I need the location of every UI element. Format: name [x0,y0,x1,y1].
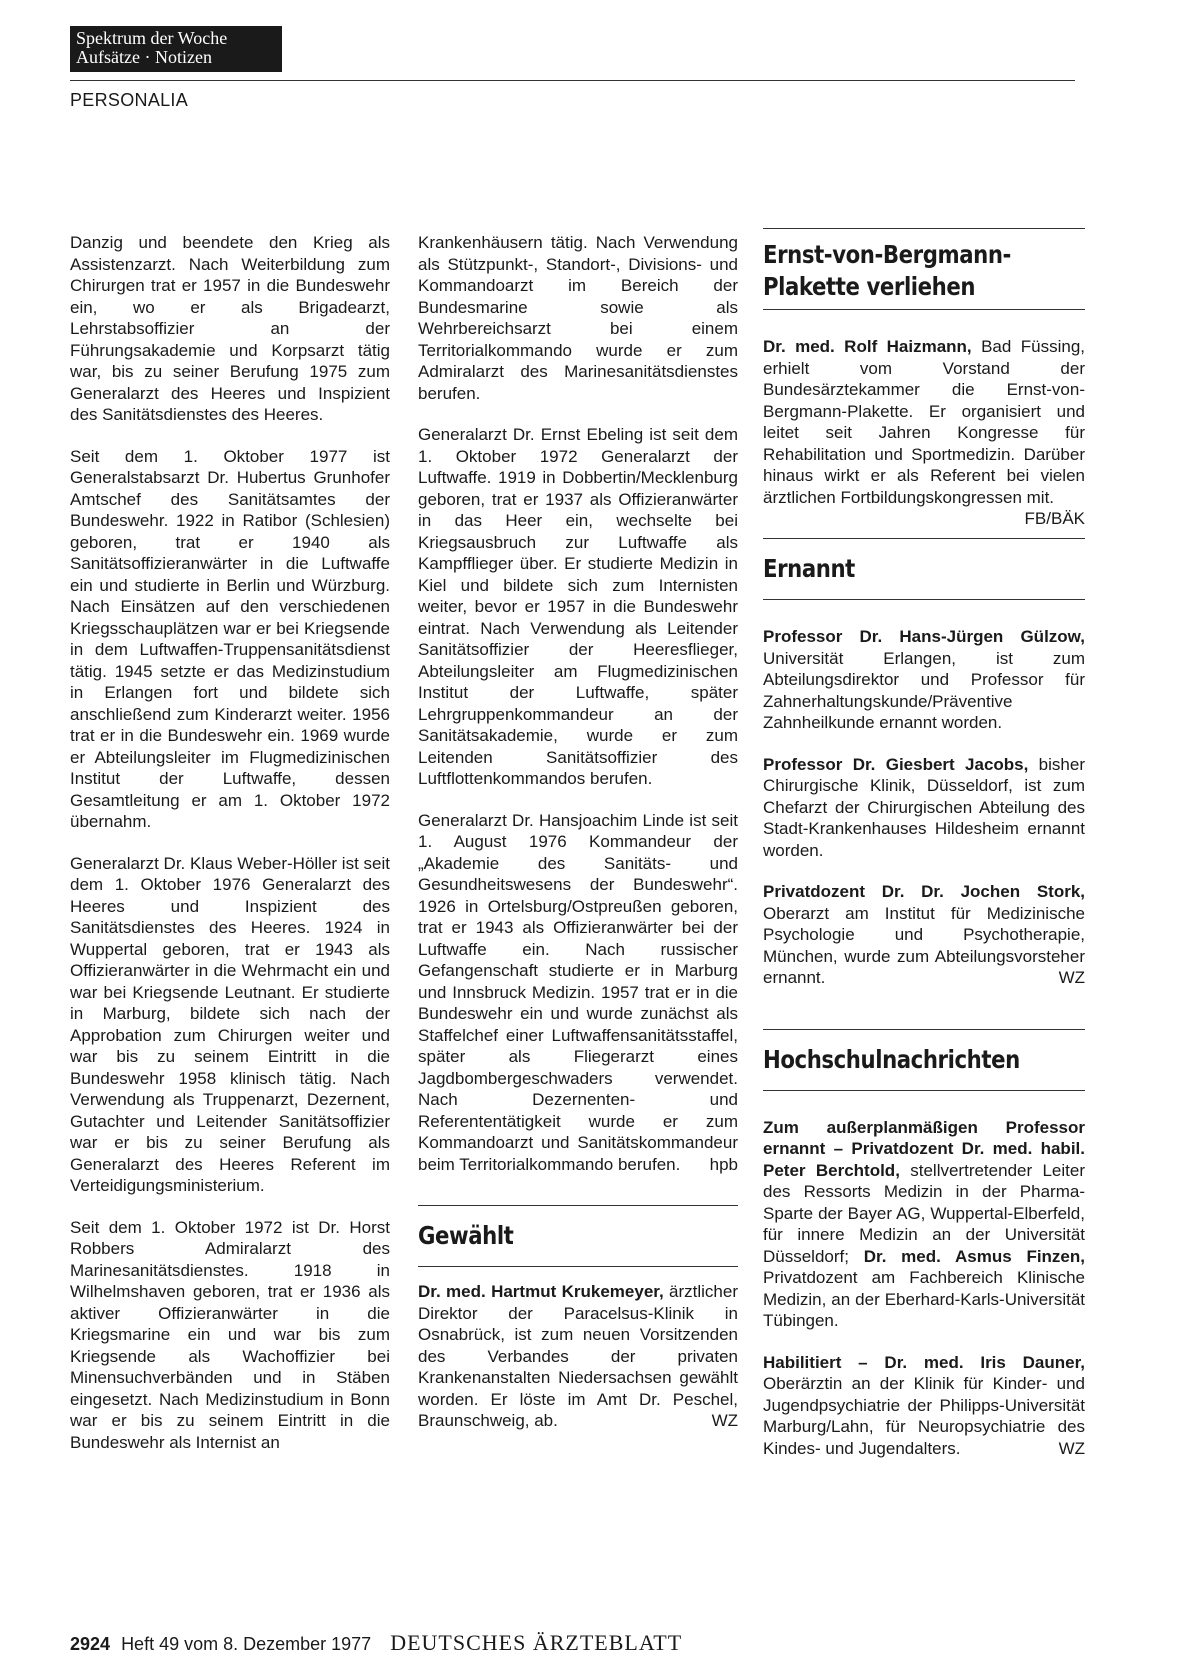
hochschul-entry-2 [763,1352,1085,1460]
col1-paragraph-2: Seit dem 1. Oktober 1977 ist Generalstabsarzt Dr. Hubertus Grunhofer Amtschef des Sanitätsamtes der Bundeswehr. 1922 in Ratibor (Schlesien) geboren, trat er 1940 als Sanitätsoffizieranwärter in die Luftwaffe ein und studierte in Berlin und Würzburg. Nach Einsätzen auf den verschiedenen Kriegsschauplätzen war er bei Kriegsende in dem Luftwaffen-Truppensanitätsdienst tätig. 1945 setzte er das Medizinstudium in Erlangen fort und bildete sich anschließend zum Kinderarzt weiter. 1956 trat er in die Bundeswehr ein. 1969 wurde er Abteilungsleiter im Flugmedizinischen Institut der Luftwaffe, dessen Gesamtleitung er am 1. Oktober 1972 übernahm. [70,446,390,831]
column-2 [418,232,738,1432]
page-footer [70,1630,1080,1656]
hochschul-2-text: Oberärztin an der Klinik für Kinder- und Jugendpsychiatrie der Philipps-Universität Marburg/Lahn, für Neuropsychiatrie des Kindes- und Jugendalters. [763,1374,1085,1458]
ernannt-heading: Ernannt [763,554,855,583]
col2-paragraph-3-text: Generalarzt Dr. Hansjoachim Linde ist seit 1. August 1976 Kommandeur der „Akademie des Sanitäts- und Gesundheitswesens der Bundeswehr“. 1926 in Ortelsburg/Ostpreußen geboren, trat er 1943 als Offizieranwärter bei der Luftwaffe ein. Nach russischer Gefangenschaft studierte er in Marburg und Innsbruck Medizin. 1957 trat er in die Bundeswehr ein und wurde zunächst als Staffelchef einer Luftwaffensanitätsstaffel, später als Fliegerarzt eines Jagdbombergeschwaders verwendet. Nach Dezernenten- und Referententätigkeit wurde er zum Kommandoarzt und Sanitätskommandeur beim Territorialkommando berufen. [418,810,738,1174]
signature-wz-gewaehlt: WZ [711,1411,738,1430]
bergmann-entry [763,336,1085,528]
gewaehlt-rule-bottom [418,1266,738,1267]
ernannt-entry-2 [763,754,1085,862]
hochschul-heading: Hochschulnachrichten [763,1044,1020,1074]
col2-paragraph-2: Generalarzt Dr. Ernst Ebeling ist seit dem 1. Oktober 1972 Generalarzt der Luftwaffe. 1919 in Dobbertin/Mecklenburg geboren, trat er 1937 als Offizieranwärter in das Heer ein, wechselte bei Kriegsausbruch zur Luftwaffe als Kampfflieger über. Er studierte Medizin in Kiel und bildete sich zum Internisten weiter, bevor er 1957 in die Bundeswehr eintrat. Nach Verwendung als Leitender Sanitätsoffizier der Heeresflieger, Abteilungsleiter am Flugmedizinischen Institut der Luftwaffe, später Lehrgruppenkommandeur an der Sanitätsakademie, wurde er zum Leitenden Sanitätsoffizier des Luftflottenkommandos berufen. [418,425,738,788]
top-rule [70,80,1075,81]
col2-paragraph-1: Krankenhäusern tätig. Nach Verwendung als Stützpunkt-, Standort-, Divisions- und Kommandoarzt im Bereich der Bundesmarine sowie als Wehrbereichsarzt bei einem Territorialkommando wurde er zum Admiralarzt des Marinesanitätsdienstes berufen. [418,233,738,403]
hochschul-1b-name: Dr. med. Asmus Finzen, [848,1246,1085,1266]
section-header-box [70,26,282,72]
ernannt-2-name: Professor Dr. Giesbert Jacobs, [763,754,1029,774]
ernannt-3-text: Oberarzt am Institut für Medizinische Psychologie und Psychotherapie, München, wurde zum Abteilungsvorsteher ernannt. [763,903,1085,987]
hochschul-rule-top [763,1029,1085,1030]
gewaehlt-text: ärztlicher Direktor der Paracelsus-Klinik in Osnabrück, ist zum neuen Vorsitzenden des Verbandes der privaten Krankenanstalten Niedersachsen gewählt worden. Er löste im Amt Dr. Peschel, Braunschweig, ab. [418,1282,738,1430]
ernannt-1-name: Professor Dr. Hans-Jürgen Gülzow, [763,627,1085,646]
col2-paragraph-3 [418,810,738,1176]
ernannt-2-text: bisher Chirurgische Klinik, Düsseldorf, ist zum Chefarzt der Chirurgischen Abteilung des Stadt-Krankenhauses Hildesheim ernannt worden. [763,754,1085,860]
bergmann-heading-line-1: Ernst-von-Bergmann- [763,240,1011,269]
bergmann-person-name: Dr. med. Rolf Haizmann, [763,337,972,356]
ernannt-rule-bottom [763,599,1085,600]
column-1 [70,232,390,1453]
ernannt-3-name: Privatdozent Dr. Dr. Jochen Stork, [763,882,1085,901]
bergmann-rule-bottom [763,309,1085,310]
hochschul-1-lead: Zum außerplanmäßigen Professor ernannt – Privatdozent Dr. med. habil. Peter Berchtold, [763,1117,1085,1180]
signature-wz-ernannt: WZ [1058,968,1085,987]
ernannt-1-text: Universität Erlangen, ist zum Abteilungsdirektor und Professor für Zahnerhaltungskunde/Präventive Zahnheilkunde ernannt worden. [763,648,1085,732]
gewaehlt-rule-top [418,1205,738,1206]
hochschul-2-lead: Habilitiert – Dr. med. Iris Dauner, [763,1352,1085,1372]
column-3 [763,228,1085,1459]
section-label: PERSONALIA [70,90,189,110]
gewaehlt-heading: Gewählt [418,1221,514,1250]
header-line-2: Aufsätze · Notizen [76,47,212,67]
signature-wz-hochschul: WZ [1058,1438,1085,1458]
hochschul-1-text: stellvertretender Leiter des Ressorts Medizin in der Pharma-Sparte der Bayer AG, Wuppertal-Elberfeld, für innere Medizin an der Universität Düsseldorf; [763,1160,1085,1266]
issue-info: Heft 49 vom 8. Dezember 1977 [121,1634,372,1654]
bergmann-heading-line-2: Plakette verliehen [763,272,976,301]
ernannt-rule-top [763,538,1085,539]
header-line-1: Spektrum der Woche [76,28,228,48]
ernannt-entry-1 [763,626,1085,734]
col1-paragraph-1: Danzig und beendete den Krieg als Assistenzarzt. Nach Weiterbildung zum Chirurgen trat er 1957 in die Bundeswehr ein, wo er als Brigadearzt, Lehrstabsoffizier an der Führungsakademie und Korpsarzt tätig war, bis zu seiner Berufung 1975 zum Generalarzt des Heeres und Inspizient des Sanitätsdienstes des Heeres. [70,233,390,424]
signature-hpb: hpb [709,1154,738,1174]
signature-fb-baek: FB/BÄK [1024,509,1085,528]
gewaehlt-entry [418,1281,738,1432]
hochschul-entry-1 [763,1117,1085,1332]
bergmann-heading [763,239,1037,303]
col1-paragraph-4: Seit dem 1. Oktober 1972 ist Dr. Horst Robbers Admiralarzt des Marinesanitätsdienstes. 1918 in Wilhelmshaven geboren, trat er 1936 als aktiver Offizieranwärter in die Kriegsmarine ein und war bis zum Kriegsende als Wachoffizier bei Minensuchverbänden und in Stäben eingesetzt. Nach Medizinstudium in Bonn war er bis zu seinem Eintritt in die Bundeswehr als Internist an [70,1217,390,1452]
gewaehlt-person-name: Dr. med. Hartmut Krukemeyer, [418,1282,664,1301]
hochschul-rule-bottom [763,1090,1085,1091]
col1-paragraph-3: Generalarzt Dr. Klaus Weber-Höller ist seit dem 1. Oktober 1976 Generalarzt des Heeres und Inspizient des Sanitätsdienstes des Heeres. 1924 in Wuppertal geboren, trat er 1943 als Offizieranwärter in die Wehrmacht ein und war bei Kriegsende Leutnant. Er studierte in Marburg, bildete sich nach der Approbation zum Chirurgen weiter und war bis zu seinem Eintritt in die Bundeswehr 1958 klinisch tätig. Nach Verwendung als Truppenarzt, Dezernent, Gutachter und Leitender Sanitätsoffizier war er bis zu seiner Berufung als Generalarzt des Heeres Referent im Verteidigungsministerium. [70,853,390,1195]
ernannt-entry-3 [763,881,1085,989]
masthead: DEUTSCHES ÄRZTEBLATT [390,1630,683,1655]
bergmann-text: Bad Füssing, erhielt vom Vorstand der Bundesärztekammer die Ernst-von-Bergmann-Plakette. Er organisiert und leitet seit Jahren Kongresse für Rehabilitation und Sportmedizin. Darüber hinaus wirkt er als Referent bei vielen ärztlichen Fortbildungskongressen mit. [763,337,1085,507]
page-number: 2924 [70,1634,111,1654]
hochschul-1b-text: Privatdozent am Fachbereich Klinische Medizin, an der Eberhard-Karls-Universität Tübingen. [763,1268,1085,1330]
bergmann-rule-top [763,228,1085,229]
